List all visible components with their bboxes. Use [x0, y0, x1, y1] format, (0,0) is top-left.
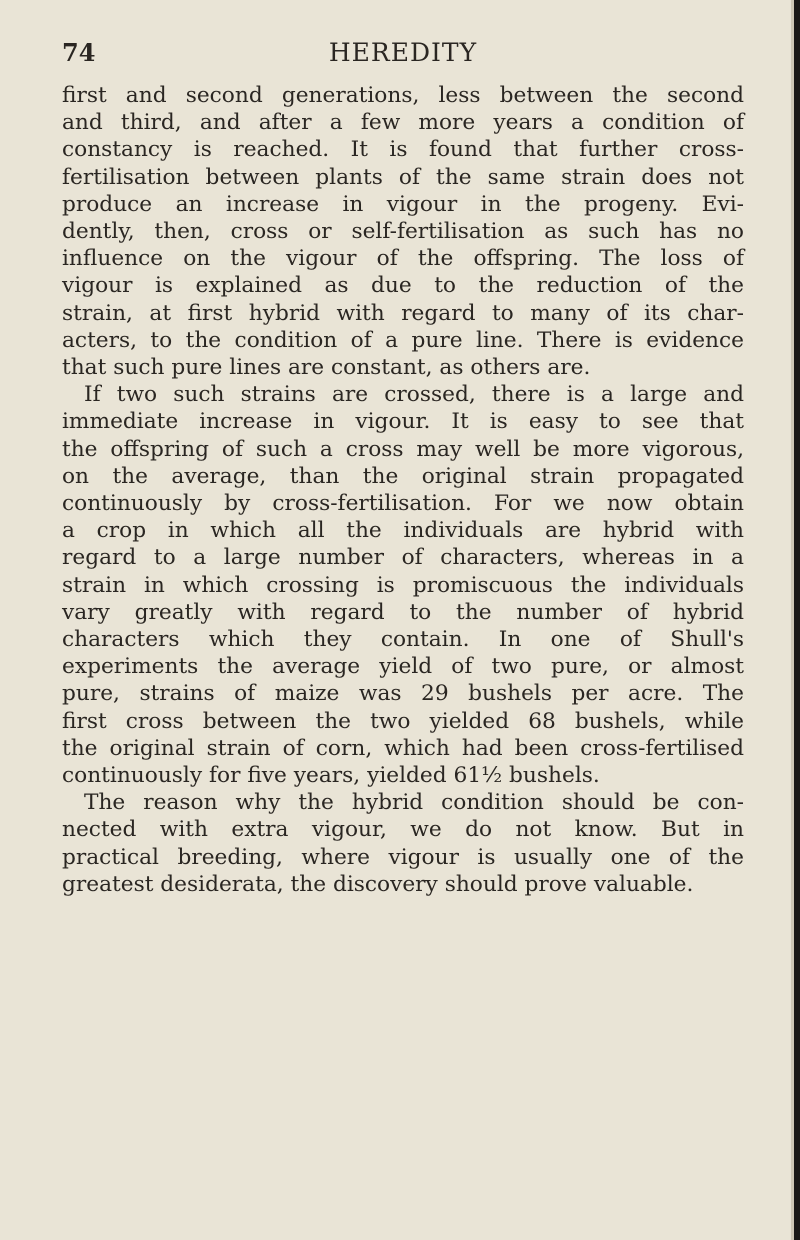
- text-line: produce an increase in vigour in the progeny. Evi-: [62, 191, 744, 217]
- text-line: characters which they contain. In one of Shull's: [62, 627, 744, 653]
- text-line: nected with extra vigour, we do not know. But in: [62, 817, 744, 843]
- text-line: the offspring of such a cross may well be more vigorous,: [62, 436, 744, 462]
- paragraph-1: [62, 82, 744, 381]
- running-head: HEREDITY: [328, 38, 478, 67]
- text-line: greatest desiderata, the discovery should prove valuable.: [62, 871, 694, 897]
- text-line: and third, and after a few more years a condition of: [62, 110, 744, 136]
- text-line: strain in which crossing is promiscuous the individuals: [62, 572, 744, 598]
- text-line: acters, to the condition of a pure line. There is evidence: [62, 327, 744, 353]
- text-line: strain, at first hybrid with regard to many of its char-: [62, 300, 744, 326]
- text-line: influence on the vigour of the offspring. The loss of: [62, 246, 744, 272]
- text-line: vigour is explained as due to the reduction of the: [62, 273, 744, 299]
- text-line: If two such strains are crossed, there is a large and: [84, 382, 744, 408]
- text-line: practical breeding, where vigour is usually one of the: [62, 844, 744, 870]
- paragraph-3: [62, 789, 744, 898]
- paragraph-2: [62, 381, 744, 789]
- text-line: continuously for five years, yielded 61½ bushels.: [62, 763, 600, 789]
- text-line: constancy is reached. It is found that further cross-: [62, 137, 744, 163]
- body-text: [62, 82, 744, 898]
- text-line: fertilisation between plants of the same strain does not: [62, 164, 744, 190]
- text-line: pure, strains of maize was 29 bushels per acre. The: [62, 681, 744, 707]
- text-line: the original strain of corn, which had been cross-fertilised: [62, 735, 744, 761]
- text-line: dently, then, cross or self-fertilisation as such has no: [62, 219, 744, 245]
- text-line: vary greatly with regard to the number of hybrid: [62, 599, 744, 625]
- text-line: immediate increase in vigour. It is easy to see that: [62, 409, 744, 435]
- text-line: continuously by cross-fertilisation. For we now obtain: [62, 491, 744, 517]
- page-number: 74: [62, 38, 96, 67]
- text-line: first and second generations, less between the second: [62, 83, 744, 108]
- text-line: regard to a large number of characters, whereas in a: [62, 545, 744, 571]
- text-line: a crop in which all the individuals are hybrid with: [62, 518, 744, 544]
- page-header: [62, 38, 744, 68]
- text-line: experiments the average yield of two pure, or almost: [62, 654, 744, 680]
- page-edge: [794, 0, 800, 1240]
- text-line: that such pure lines are constant, as others are.: [62, 355, 591, 381]
- text-line: on the average, than the original strain propagated: [62, 463, 744, 489]
- text-line: The reason why the hybrid condition should be con-: [84, 790, 744, 816]
- text-line: first cross between the two yielded 68 bushels, while: [62, 708, 744, 734]
